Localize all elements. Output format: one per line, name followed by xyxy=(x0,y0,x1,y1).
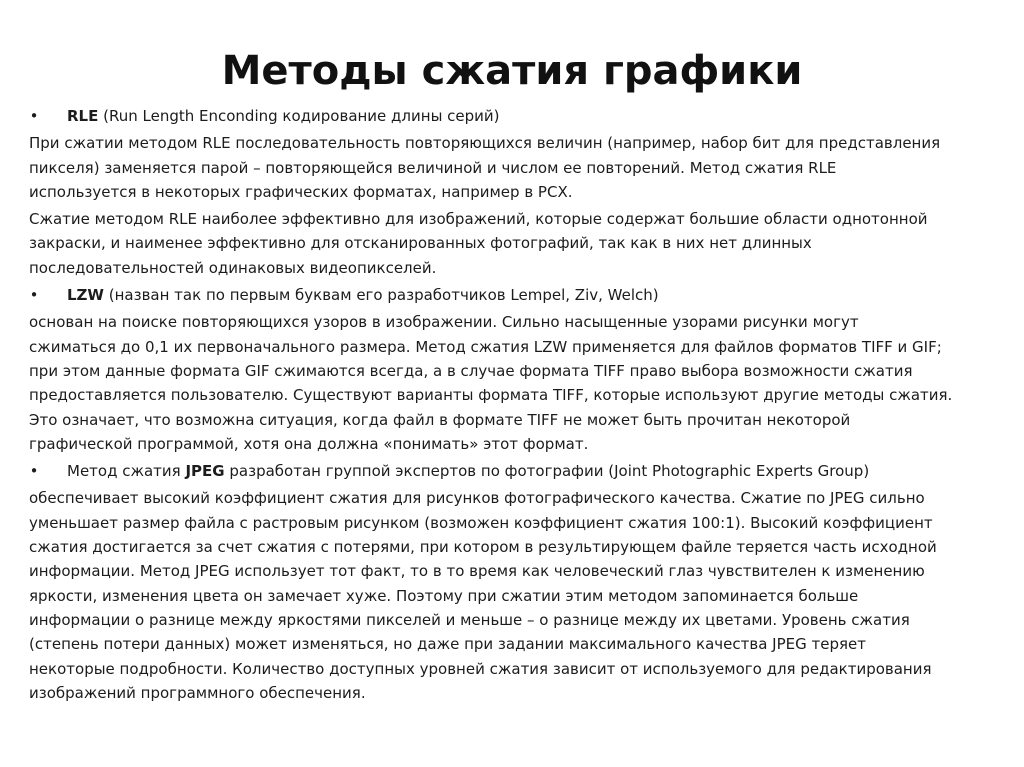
bullet-dot-icon: • xyxy=(29,462,39,481)
text-line: уменьшает размер файла с растровым рисунком (возможен коэффициент сжатия 100:1). Высокий коэффициент xyxy=(29,513,933,532)
text-line: обеспечивает высокий коэффициент сжатия для рисунков фотографического качества. Сжатие по JPEG сильно xyxy=(29,489,925,508)
bullet-jpeg xyxy=(29,459,1004,483)
text-line: последовательностей одинаковых видеопикселей. xyxy=(29,258,437,277)
text-line: при этом данные формата GIF сжимаются всегда, а в случае формата TIFF право выбора возможности сжатия xyxy=(29,361,913,380)
bullet-rle xyxy=(29,104,1004,128)
text-line: графической программой, хотя она должна «понимать» этот формат. xyxy=(29,434,589,453)
text-line: используется в некоторых графических форматах, например в PCX. xyxy=(29,182,573,201)
text-line: При сжатии методом RLE последовательность повторяющихся величин (например, набор бит для представления xyxy=(29,134,941,153)
text-line: Сжатие методом RLE наиболее эффективно для изображений, которые содержат большие области однотонной xyxy=(29,210,928,229)
text-line: некоторые подробности. Количество доступных уровней сжатия зависит от используемого для редактирования xyxy=(29,659,932,678)
paragraph-lzw xyxy=(29,310,1004,456)
text-line: изображений программного обеспечения. xyxy=(29,683,366,702)
bullet-dot-icon: • xyxy=(29,286,39,305)
bullet-jpeg-text: разработан группой экспертов по фотографии (Joint Photographic Experts Group) xyxy=(224,462,870,481)
paragraph-rle-1 xyxy=(29,131,1004,204)
text-line: сжатия достигается за счет сжатия с потерями, при котором в результирующем файле теряется часть исходной xyxy=(29,538,937,557)
text-line: (степень потери данных) может изменяться, но даже при задании максимального качества JPEG теряет xyxy=(29,635,866,654)
slide-content xyxy=(29,104,1004,708)
bullet-lzw-text: (назван так по первым буквам его разработчиков Lempel, Ziv, Welch) xyxy=(103,286,659,305)
bullet-jpeg-term: JPEG xyxy=(185,462,225,481)
paragraph-rle-2 xyxy=(29,207,1004,280)
text-line: информации. Метод JPEG использует тот факт, то в то время как человеческий глаз чувствителен к изменению xyxy=(29,562,925,581)
bullet-rle-term: RLE xyxy=(67,107,99,125)
bullet-lzw-term: LZW xyxy=(67,286,104,305)
paragraph-jpeg xyxy=(29,486,1004,705)
bullet-lzw xyxy=(29,283,1004,307)
text-line: пикселя) заменяется парой – повторяющейся величиной и числом ее повторений. Метод сжатия RLE xyxy=(29,158,837,177)
bullet-rle-text: (Run Length Enconding кодирование длины серий) xyxy=(98,107,500,125)
slide-title: Методы сжатия графики xyxy=(221,48,803,94)
text-line: закраски, и наименее эффективно для отсканированных фотографий, так как в них нет длинных xyxy=(29,234,812,253)
bullet-dot-icon: • xyxy=(29,107,39,125)
bullet-jpeg-prefix: Метод сжатия xyxy=(67,462,186,481)
text-line: информации о разнице между яркостями пикселей и меньше – о разнице между их цветами. Уровень сжатия xyxy=(29,610,910,629)
text-line: сжиматься до 0,1 их первоначального размера. Метод сжатия LZW применяется для файлов форматов TIFF и GIF; xyxy=(29,337,942,356)
text-line: Это означает, что возможна ситуация, когда файл в формате TIFF не может быть прочитан некоторой xyxy=(29,410,851,429)
text-line: предоставляется пользователю. Существуют варианты формата TIFF, которые используют другие методы сжатия. xyxy=(29,386,953,405)
text-line: основан на поиске повторяющихся узоров в изображении. Сильно насыщенные узорами рисунки могут xyxy=(29,313,859,332)
text-line: яркости, изменения цвета он замечает хуже. Поэтому при сжатии этим методом запоминается больше xyxy=(29,586,859,605)
